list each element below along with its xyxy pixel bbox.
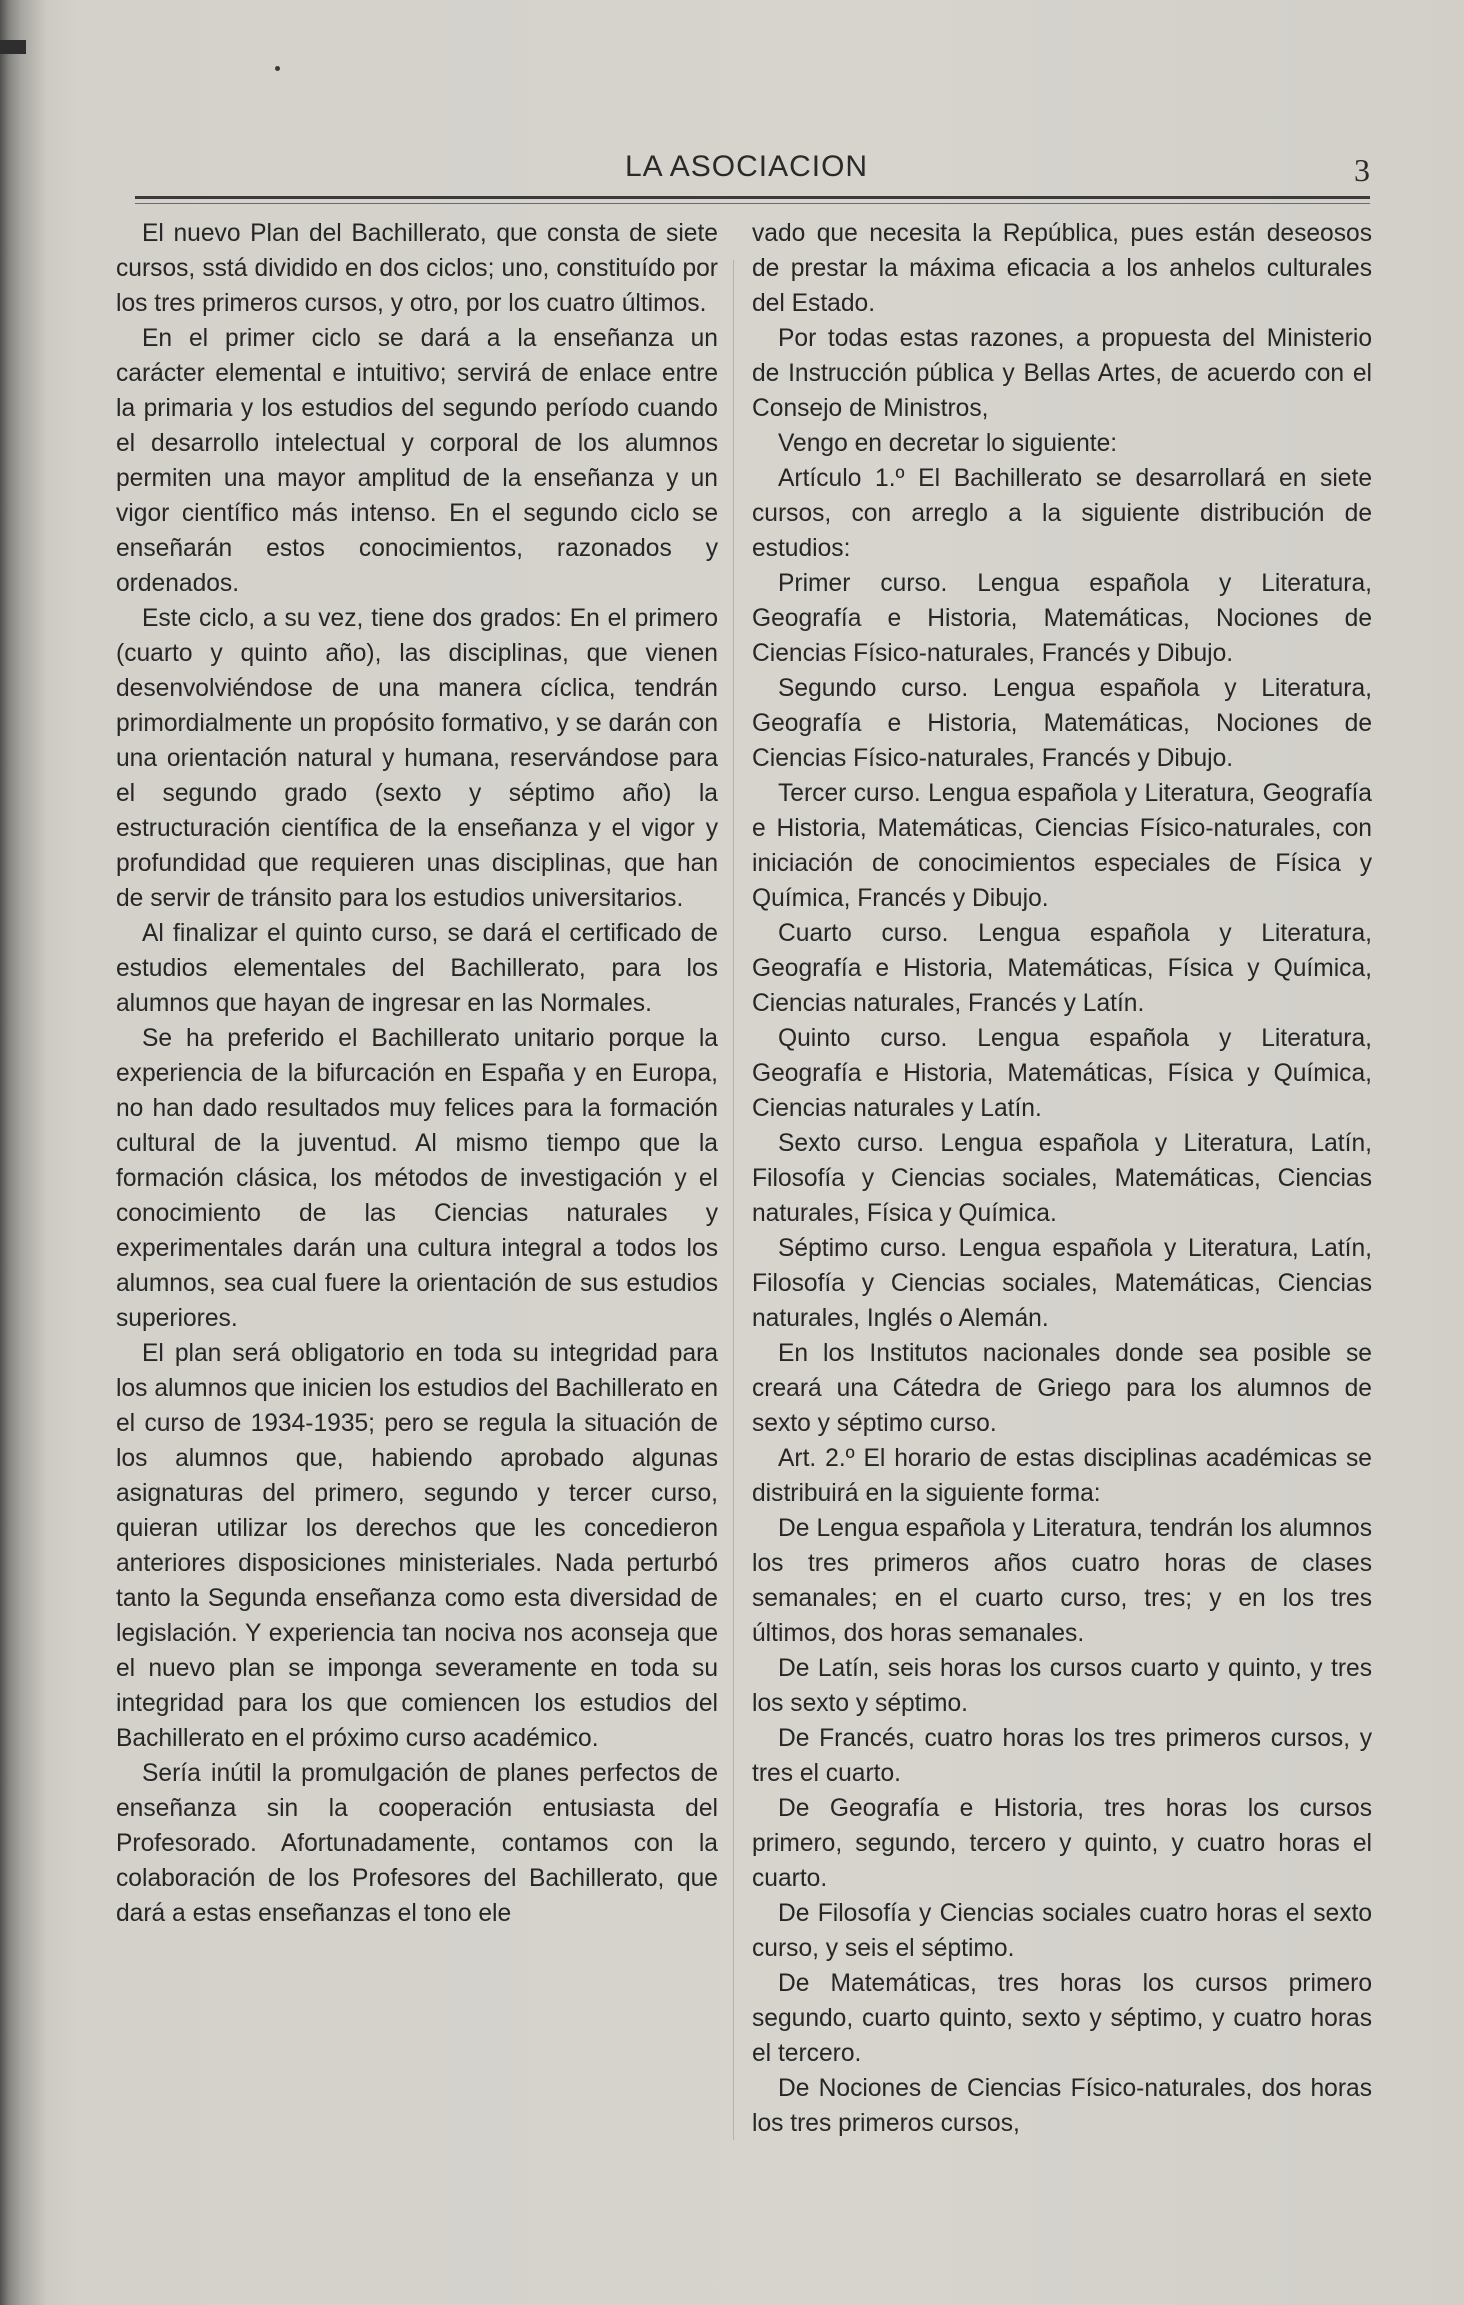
paragraph: Este ciclo, a su vez, tiene dos grados: En el primero (cuarto y quinto año), las disciplinas, que vienen desenvolviéndose de una manera cíclica, tendrán primordialmente un propósito formativo, y se darán con una orientación natural y humana, reservándose para el segundo grado (sexto y séptimo año) la estructuración científica de la enseñanza y el vigor y profundidad que requieren unas disciplinas, que han de servir de tránsito para los estudios universitarios. bbox=[116, 605, 718, 912]
paragraph: De Francés, cuatro horas los tres primeros cursos, y tres el cuarto. bbox=[752, 1725, 1372, 1787]
header-rule bbox=[135, 196, 1370, 199]
paragraph: Sería inútil la promulgación de planes perfectos de enseñanza sin la cooperación entusiasta del Profesorado. Afortunadamente, contamos con la colaboración de los Profesores del Bachillerato, que dará a estas enseñanzas el tono ele bbox=[116, 1760, 718, 1927]
paragraph: De Filosofía y Ciencias sociales cuatro horas el sexto curso, y seis el séptimo. bbox=[752, 1900, 1372, 1962]
paragraph: De Matemáticas, tres horas los cursos primero segundo, cuarto quinto, sexto y séptimo, y cuatro horas el tercero. bbox=[752, 1970, 1372, 2067]
paragraph: vado que necesita la República, pues están deseosos de prestar la máxima eficacia a los anhelos culturales del Estado. bbox=[752, 220, 1372, 317]
paragraph: Segundo curso. Lengua española y Literatura, Geografía e Historia, Matemáticas, Nociones de Ciencias Físico-naturales, Francés y Dibujo. bbox=[752, 675, 1372, 772]
paragraph: De Latín, seis horas los cursos cuarto y quinto, y tres los sexto y séptimo. bbox=[752, 1655, 1372, 1717]
paragraph: El nuevo Plan del Bachillerato, que consta de siete cursos, sstá dividido en dos ciclos; uno, constituído por los tres primeros cursos, y otro, por los cuatro últimos. bbox=[116, 220, 718, 317]
ink-speck bbox=[275, 66, 280, 71]
paragraph: Sexto curso. Lengua española y Literatura, Latín, Filosofía y Ciencias sociales, Matemáticas, Ciencias naturales, Física y Química. bbox=[752, 1130, 1372, 1227]
paragraph: Art. 2.º El horario de estas disciplinas académicas se distribuirá en la siguiente forma: bbox=[752, 1445, 1372, 1507]
paragraph: De Nociones de Ciencias Físico-naturales, dos horas los tres primeros cursos, bbox=[752, 2075, 1372, 2137]
paragraph: De Lengua española y Literatura, tendrán los alumnos los tres primeros años cuatro horas de clases semanales; en el cuarto curso, tres; y en los tres últimos, dos horas semanales. bbox=[752, 1515, 1372, 1647]
paragraph: En los Institutos nacionales donde sea posible se creará una Cátedra de Griego para los alumnos de sexto y séptimo curso. bbox=[752, 1340, 1372, 1437]
paragraph: En el primer ciclo se dará a la enseñanza un carácter elemental e intuitivo; servirá de enlace entre la primaria y los estudios del segundo período cuando el desarrollo intelectual y corporal de los alumnos permiten una mayor amplitud de la enseñanza y un vigor científico más intenso. En el segundo ciclo se enseñarán estos conocimientos, razonados y ordenados. bbox=[116, 325, 718, 597]
binding-mark bbox=[0, 40, 26, 54]
paragraph: Vengo en decretar lo siguiente: bbox=[778, 430, 1118, 457]
page-header bbox=[130, 150, 1370, 190]
paragraph: Cuarto curso. Lengua española y Literatura, Geografía e Historia, Matemáticas, Física y Química, Ciencias naturales, Francés y Latín. bbox=[752, 920, 1372, 1017]
left-column bbox=[116, 216, 718, 1931]
header-rule-thin bbox=[135, 203, 1370, 204]
page-number: 3 bbox=[1354, 152, 1370, 188]
paragraph: Quinto curso. Lengua española y Literatura, Geografía e Historia, Matemáticas, Física y Química, Ciencias naturales y Latín. bbox=[752, 1025, 1372, 1122]
running-title: LA ASOCIACION bbox=[625, 150, 869, 183]
paragraph: El plan será obligatorio en toda su integridad para los alumnos que inicien los estudios del Bachillerato en el curso de 1934-1935; pero se regula la situación de los alumnos que, habiendo aprobado algunas asignaturas del primero, segundo y tercer curso, quieran utilizar los derechos que les concedieron anteriores disposiciones ministeriales. Nada perturbó tanto la Segunda enseñanza como esta diversidad de legislación. Y experiencia tan nociva nos aconseja que el nuevo plan se imponga severamente en toda su integridad para los que comiencen los estudios del Bachillerato en el próximo curso académico. bbox=[116, 1340, 718, 1752]
page-binding bbox=[0, 0, 46, 2305]
paragraph: De Geografía e Historia, tres horas los cursos primero, segundo, tercero y quinto, y cuatro horas el cuarto. bbox=[752, 1795, 1372, 1892]
paragraph: Artículo 1.º El Bachillerato se desarrollará en siete cursos, con arreglo a la siguiente distribución de estudios: bbox=[752, 465, 1372, 562]
column-divider bbox=[733, 260, 734, 2140]
paragraph: Séptimo curso. Lengua española y Literatura, Latín, Filosofía y Ciencias sociales, Matemáticas, Ciencias naturales, Inglés o Alemán. bbox=[752, 1235, 1372, 1332]
paragraph: Se ha preferido el Bachillerato unitario porque la experiencia de la bifurcación en España y en Europa, no han dado resultados muy felices para la formación cultural de la juventud. Al mismo tiempo que la formación clásica, los métodos de investigación y el conocimiento de las Ciencias naturales y experimentales darán una cultura integral a todos los alumnos, sea cual fuere la orientación de sus estudios superiores. bbox=[116, 1025, 718, 1332]
right-column bbox=[752, 216, 1372, 2141]
paragraph: Primer curso. Lengua española y Literatura, Geografía e Historia, Matemáticas, Nociones de Ciencias Físico-naturales, Francés y Dibujo. bbox=[752, 570, 1372, 667]
paragraph: Tercer curso. Lengua española y Literatura, Geografía e Historia, Matemáticas, Ciencias Físico-naturales, con iniciación de conocimientos especiales de Física y Química, Francés y Dibujo. bbox=[752, 780, 1372, 912]
paragraph: Por todas estas razones, a propuesta del Ministerio de Instrucción pública y Bellas Artes, de acuerdo con el Consejo de Ministros, bbox=[752, 325, 1372, 422]
paragraph: Al finalizar el quinto curso, se dará el certificado de estudios elementales del Bachillerato, para los alumnos que hayan de ingresar en las Normales. bbox=[116, 920, 718, 1017]
